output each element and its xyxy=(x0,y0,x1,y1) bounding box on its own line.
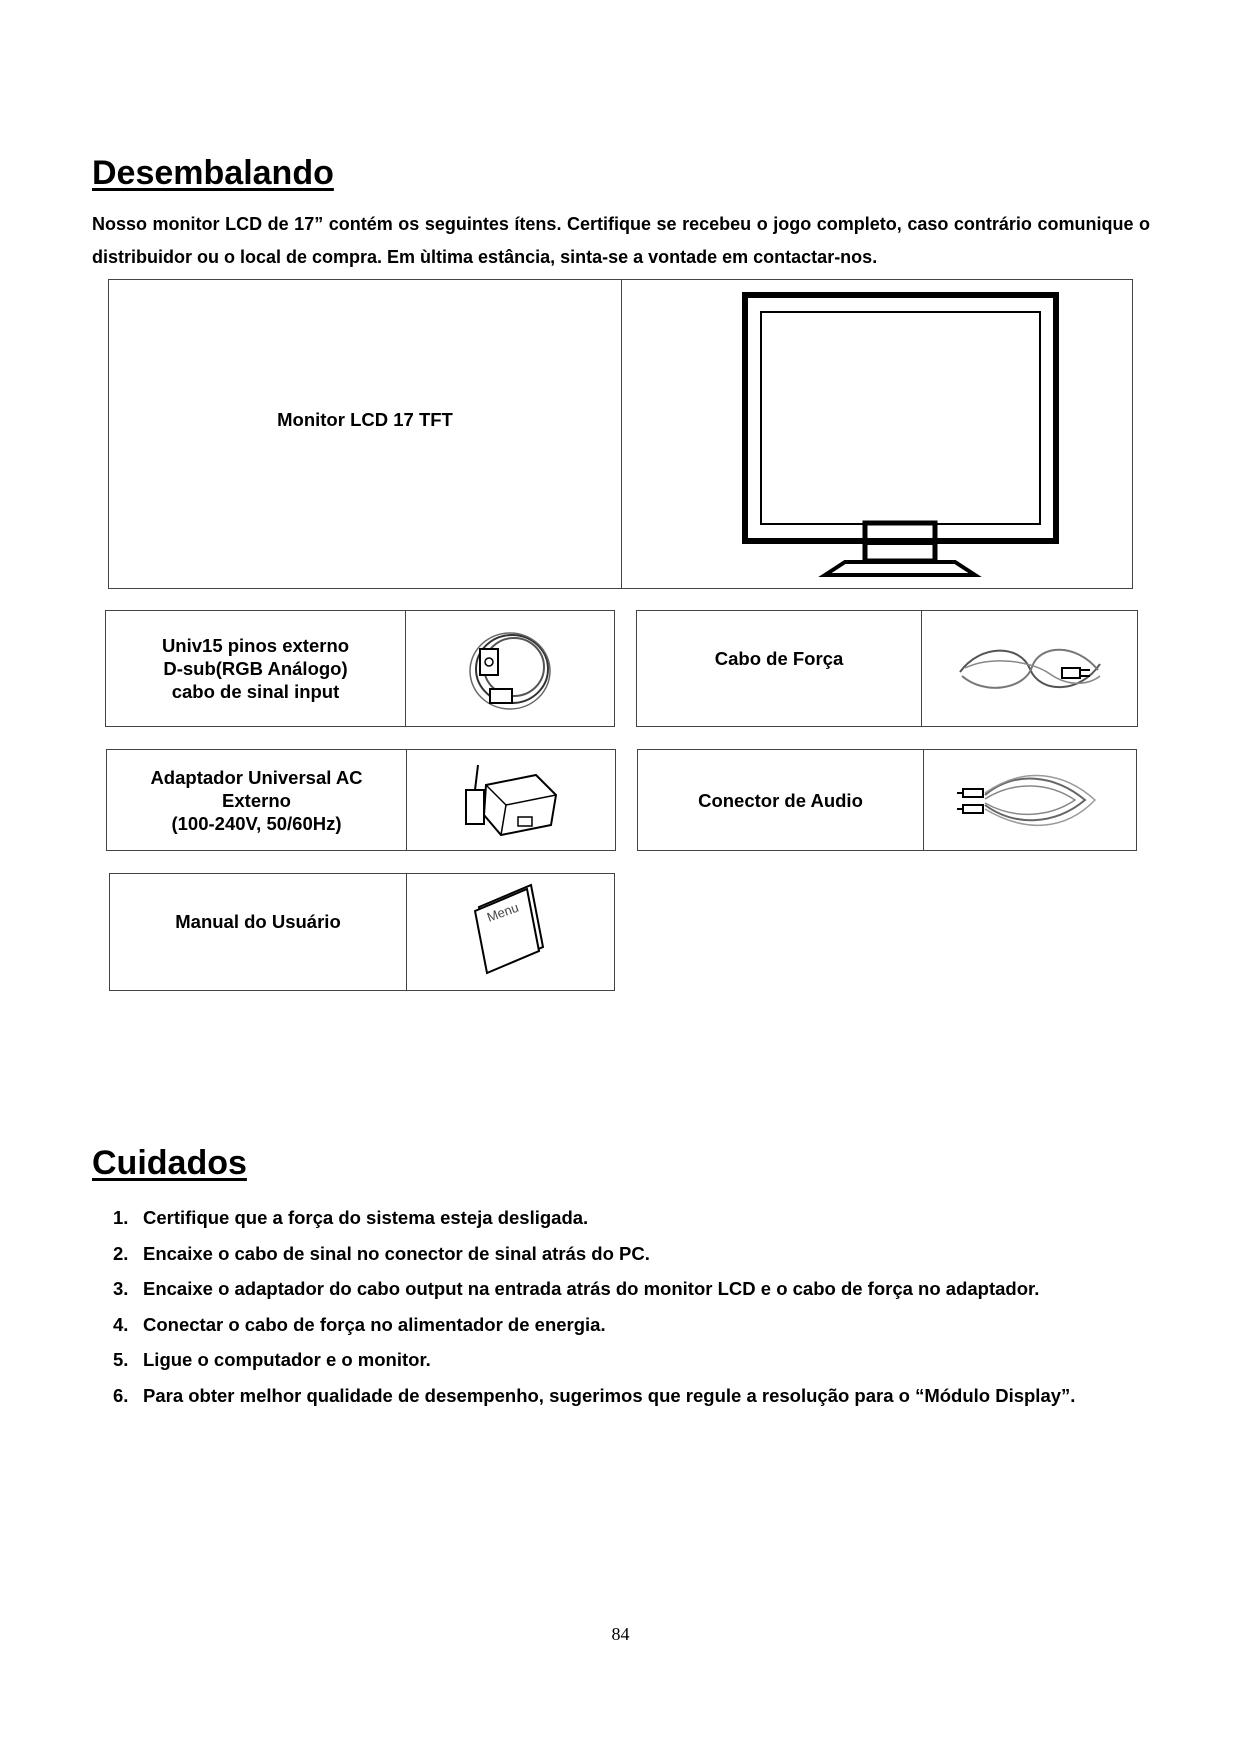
list-item: 3. Encaixe o adaptador do cabo output na entrada atrás do monitor LCD e o cabo de força no adaptador. xyxy=(113,1278,1040,1299)
list-item: 2. Encaixe o cabo de sinal no conector de sinal atrás do PC. xyxy=(113,1242,650,1264)
list-item: 6. Para obter melhor qualidade de desempenho, sugerimos que regule a resolução para o “Módulo Display”. xyxy=(113,1384,1076,1406)
signal-cable-line3: cabo de sinal input xyxy=(171,681,340,702)
intro-paragraph: Nosso monitor LCD de 17” contém os seguintes ítens. Certifique se recebeu o jogo completo, caso contrário comunique o distribuidor ou o local de compra. Em ùltima estância, sinta-se a vontade em contactar-nos. xyxy=(92,214,1150,267)
item-signal-cable-label xyxy=(106,611,405,726)
signal-cable-line1: Univ15 pinos externo xyxy=(161,635,350,656)
item-monitor-label: Monitor LCD 17 TFT xyxy=(277,408,453,430)
list-item: 1. Certifique que a força do sistema esteja desligada. xyxy=(113,1207,589,1228)
item-audio-box xyxy=(637,749,1137,851)
audio-cable-icon xyxy=(923,750,1136,850)
vga-cable-icon xyxy=(405,611,614,726)
adapter-line3: (100-240V, 50/60Hz) xyxy=(171,812,342,834)
item-manual-label: Manual do Usuário xyxy=(175,910,341,932)
item-manual-box xyxy=(109,873,615,991)
page-number: 84 xyxy=(611,1624,630,1644)
adapter-line1: Adaptador Universal AC xyxy=(150,766,363,788)
item-audio-label: Conector de Audio xyxy=(698,789,863,811)
item-adapter-box xyxy=(106,749,616,851)
ac-adapter-icon xyxy=(406,750,615,850)
user-manual-icon xyxy=(406,874,614,990)
list-item: 5. Ligue o computador e o monitor. xyxy=(113,1349,431,1370)
lcd-monitor-icon xyxy=(621,280,1132,588)
section-title-cuidados: Cuidados xyxy=(92,1144,247,1182)
item-adapter-label xyxy=(107,750,406,850)
list-item: 4. Conectar o cabo de força no alimentador de energia. xyxy=(113,1313,606,1335)
care-steps-list xyxy=(113,1205,1075,1418)
manual-booklet-text: Menu xyxy=(484,899,521,925)
adapter-line2: Externo xyxy=(222,789,291,811)
item-power-cord-label: Cabo de Força xyxy=(714,648,844,669)
section-title-desembalando: Desembalando xyxy=(92,154,334,192)
item-signal-cable-box xyxy=(105,610,615,727)
signal-cable-line2: D-sub(RGB Análogo) xyxy=(163,658,348,679)
item-power-cord-box xyxy=(636,610,1138,727)
power-cord-icon xyxy=(921,611,1137,726)
item-monitor-box xyxy=(108,279,1133,589)
